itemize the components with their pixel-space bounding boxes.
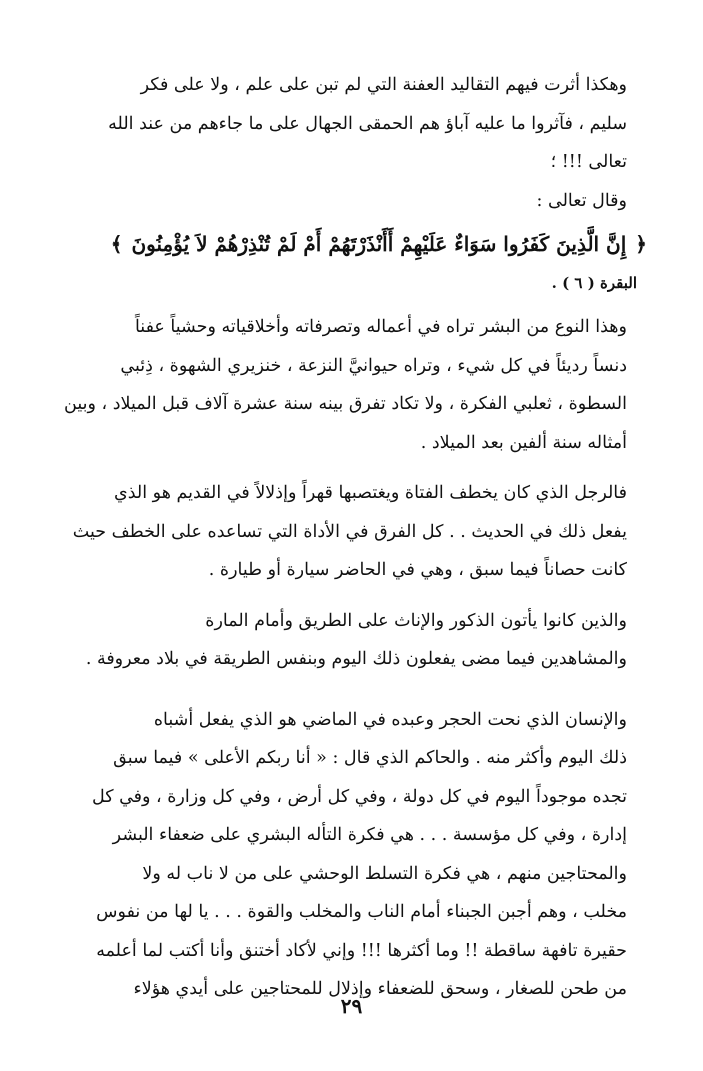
text-line: فالرجل الذي كان يخطف الفتاة ويغتصبها قهراً وإذلالاً في القديم هو الذي <box>114 483 627 503</box>
paragraph-ruler <box>52 701 649 1009</box>
verse-reference: البقرة ( ٦ ) . <box>551 274 637 292</box>
paragraph-street <box>52 602 649 679</box>
verse-open-bracket: ﴿ <box>635 232 647 256</box>
paragraph-kidnapper <box>52 474 649 590</box>
text-line: والذين كانوا يأتون الذكور والإناث على الطريق وأمام المارة <box>205 610 627 631</box>
text-line: وهكذا أثرت فيهم التقاليد العفنة التي لم تبن على علم ، ولا على فكر <box>140 75 627 95</box>
text-line: كانت حصاناً فيما سبق ، وهي في الحاضر سيارة أو طيارة . <box>208 560 627 580</box>
text-line: مخلب ، وهم أجبن الجبناء أمام الناب والمخلب والقوة . . . يا لها من نفوس <box>96 902 627 922</box>
text-line: من طحن للصغار ، وسحق للضعفاء وإذلال للمحتاجين على أيدي هؤلاء <box>133 979 627 999</box>
paragraph-human-type <box>52 308 649 462</box>
text-line: وهذا النوع من البشر تراه في أعماله وتصرفاته وأخلاقياته وحشياً عفناً <box>134 317 627 337</box>
quran-verse-block <box>52 224 649 296</box>
text-line: والمشاهدين فيما مضى يفعلون ذلك اليوم وبنفس الطريقة في بلاد معروفة . <box>85 649 627 669</box>
text-line: تعالى !!! ؛ <box>550 152 627 172</box>
text-line: سليم ، فآثروا ما عليه آباؤ هم الحمقى الجهال على ما جاءهم من عند الله <box>108 113 627 134</box>
quran-verse <box>52 224 649 264</box>
text-line: يفعل ذلك في الحديث . . كل الفرق في الأداة التي تساعده على الخطف حيث <box>72 521 627 542</box>
text-line: والإنسان الذي نحت الحجر وعبده في الماضي هو الذي يفعل أشباه <box>153 709 627 730</box>
paragraph-traditions <box>52 66 649 182</box>
text-line: السطوة ، ثعلبي الفكرة ، ولا تكاد تفرق بينه سنة عشرة آلاف قبل الميلاد ، وبين <box>64 394 627 414</box>
text-line: والمحتاجين منهم ، هي فكرة التسلط الوحشي على من لا ناب له ولا <box>142 863 627 884</box>
text-line: أمثاله سنة ألفين بعد الميلاد . <box>420 432 627 453</box>
paragraph-quote-intro <box>52 182 649 221</box>
verse-close-bracket: ﴾ <box>110 232 123 256</box>
text-line: وقال تعالى : <box>536 190 627 211</box>
text-line: ذلك اليوم وأكثر منه . والحاكم الذي قال : « أنا ربكم الأعلى » فيما سبق <box>113 748 627 768</box>
page-number: ٢٩ <box>340 994 363 1018</box>
text-line: تجده موجوداً اليوم في كل دولة ، وفي كل أرض ، وفي كل وزارة ، وفي كل <box>91 786 627 807</box>
verse-text: إِنَّ الَّذِينَ كَفَرُوا سَوَاءٌ عَلَيْهِمْ أَأَنْذَرْتَهُمْ أَمْ لَمْ تُنْذِرْهُمْ لاَ يُؤْمِنُونَ <box>131 232 627 256</box>
text-line: إدارة ، وفي كل مؤسسة . . . هي فكرة التأله البشري على ضعفاء البشر <box>112 825 627 845</box>
text-line: حقيرة تافهة ساقطة !! وما أكثرها !!! وإني لأكاد أختنق وأنا أكتب لما أعلمه <box>96 940 627 961</box>
text-line: دنساً رديئاً في كل شيء ، وتراه حيوانيَّ النزعة ، خنزيري الشهوة ، ذِئبي <box>120 355 627 376</box>
